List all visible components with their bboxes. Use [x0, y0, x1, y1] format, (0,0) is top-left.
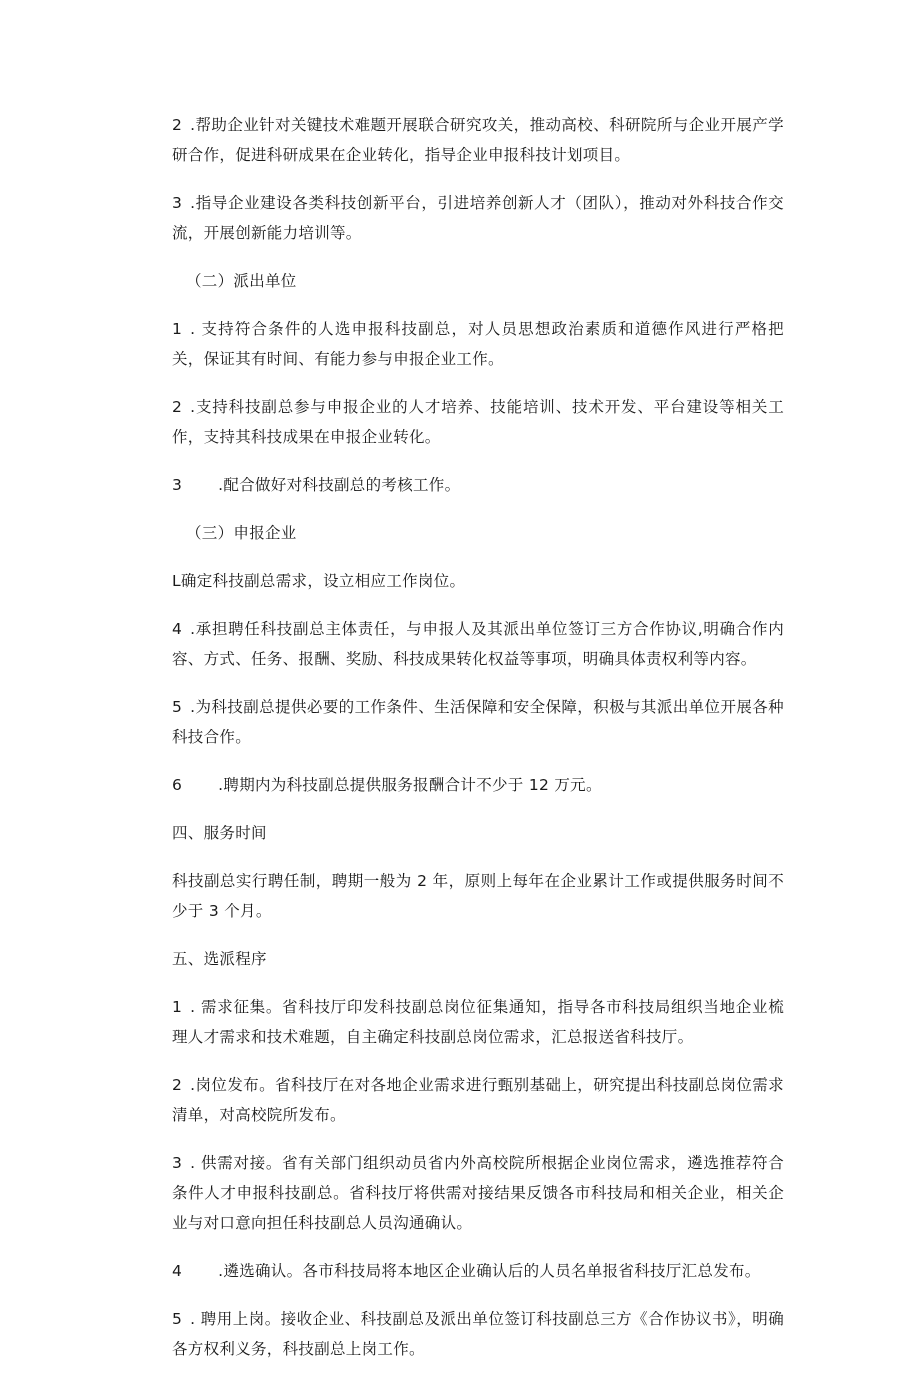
item-number: 4: [172, 620, 183, 638]
heading-text: 四、服务时间: [172, 824, 267, 842]
paragraph-working-conditions: [172, 692, 784, 752]
paragraph-support-participation: [172, 392, 784, 452]
item-number: 2: [172, 1076, 183, 1094]
item-number: 3: [172, 1154, 183, 1172]
paragraph-demand-collection: [172, 992, 784, 1052]
paragraph-text: .聘期内为科技副总提供服务报酬合计不少于 12 万元。: [218, 776, 602, 794]
document-body: [172, 110, 784, 1382]
paragraph-text: 科技副总实行聘任制，聘期一般为 2 年，原则上每年在企业累计工作或提供服务时间不少于 3 个月。: [172, 872, 784, 920]
paragraph-text: .帮助企业针对关键技术难题开展联合研究攻关，推动高校、科研院所与企业开展产学研合作，促进科研成果在企业转化，指导企业申报科技计划项目。: [172, 116, 784, 164]
item-number: 5: [172, 698, 183, 716]
heading-text: （三）申报企业: [186, 524, 297, 542]
paragraph-support-candidates: [172, 314, 784, 374]
paragraph-text: . 聘用上岗。接收企业、科技副总及派出单位签订科技副总三方《合作协议书》，明确各方权利义务，科技副总上岗工作。: [172, 1310, 784, 1358]
paragraph-tech-research: [172, 110, 784, 170]
paragraph-text: . 支持符合条件的人选申报科技副总，对人员思想政治素质和道德作风进行严格把关，保证其有时间、有能力参与申报企业工作。: [172, 320, 784, 368]
section-heading-applicant-enterprise: [172, 518, 784, 548]
item-number: 2: [172, 116, 183, 134]
paragraph-position-release: [172, 1070, 784, 1130]
paragraph-responsibility: [172, 614, 784, 674]
heading-text: （二）派出单位: [186, 272, 297, 290]
section-heading-selection-procedure: [172, 944, 784, 974]
item-number: 1: [172, 998, 183, 1016]
paragraph-innovation-platform: [172, 188, 784, 248]
paragraph-text: .岗位发布。省科技厅在对各地企业需求进行甄别基础上，研究提出科技副总岗位需求清单，对高校院所发布。: [172, 1076, 784, 1124]
paragraph-text: .支持科技副总参与申报企业的人才培养、技能培训、技术开发、平台建设等相关工作，支持其科技成果在申报企业转化。: [172, 398, 784, 446]
paragraph-text: . 供需对接。省有关部门组织动员省内外高校院所根据企业岗位需求，遴选推荐符合条件人才申报科技副总。省科技厅将供需对接结果反馈各市科技局和相关企业，相关企业与对口意向担任科技副总人员沟通确认。: [172, 1154, 784, 1232]
item-number: 5: [172, 1310, 183, 1328]
paragraph-text: . 需求征集。省科技厅印发科技副总岗位征集通知，指导各市科技局组织当地企业梳理人才需求和技术难题，自主确定科技副总岗位需求，汇总报送省科技厅。: [172, 998, 784, 1046]
paragraph-text: .为科技副总提供必要的工作条件、生活保障和安全保障，积极与其派出单位开展各种科技合作。: [172, 698, 784, 746]
paragraph-term: [172, 866, 784, 926]
heading-text: 五、选派程序: [172, 950, 267, 968]
item-number: 2: [172, 398, 183, 416]
item-number: 3: [172, 476, 183, 494]
paragraph-define-needs: [172, 566, 784, 596]
paragraph-text: .承担聘任科技副总主体责任，与申报人及其派出单位签订三方合作协议,明确合作内容、方式、任务、报酬、奖励、科技成果转化权益等事项，明确具体责权利等内容。: [172, 620, 784, 668]
paragraph-text: .配合做好对科技副总的考核工作。: [218, 476, 461, 494]
section-heading-service-time: [172, 818, 784, 848]
paragraph-appointment: [172, 1304, 784, 1364]
paragraph-text: L确定科技副总需求，设立相应工作岗位。: [172, 572, 466, 590]
paragraph-text: .指导企业建设各类科技创新平台，引进培养创新人才（团队），推动对外科技合作交流，开展创新能力培训等。: [172, 194, 784, 242]
item-number: 1: [172, 320, 183, 338]
item-number: 4: [172, 1262, 183, 1280]
section-heading-dispatch-unit: [172, 266, 784, 296]
item-number: 6: [172, 776, 183, 794]
paragraph-text: .遴选确认。各市科技局将本地区企业确认后的人员名单报省科技厅汇总发布。: [218, 1262, 761, 1280]
paragraph-assessment: [172, 470, 784, 500]
item-number: 3: [172, 194, 183, 212]
paragraph-remuneration: [172, 770, 784, 800]
paragraph-matching: [172, 1148, 784, 1238]
paragraph-confirmation: [172, 1256, 784, 1286]
